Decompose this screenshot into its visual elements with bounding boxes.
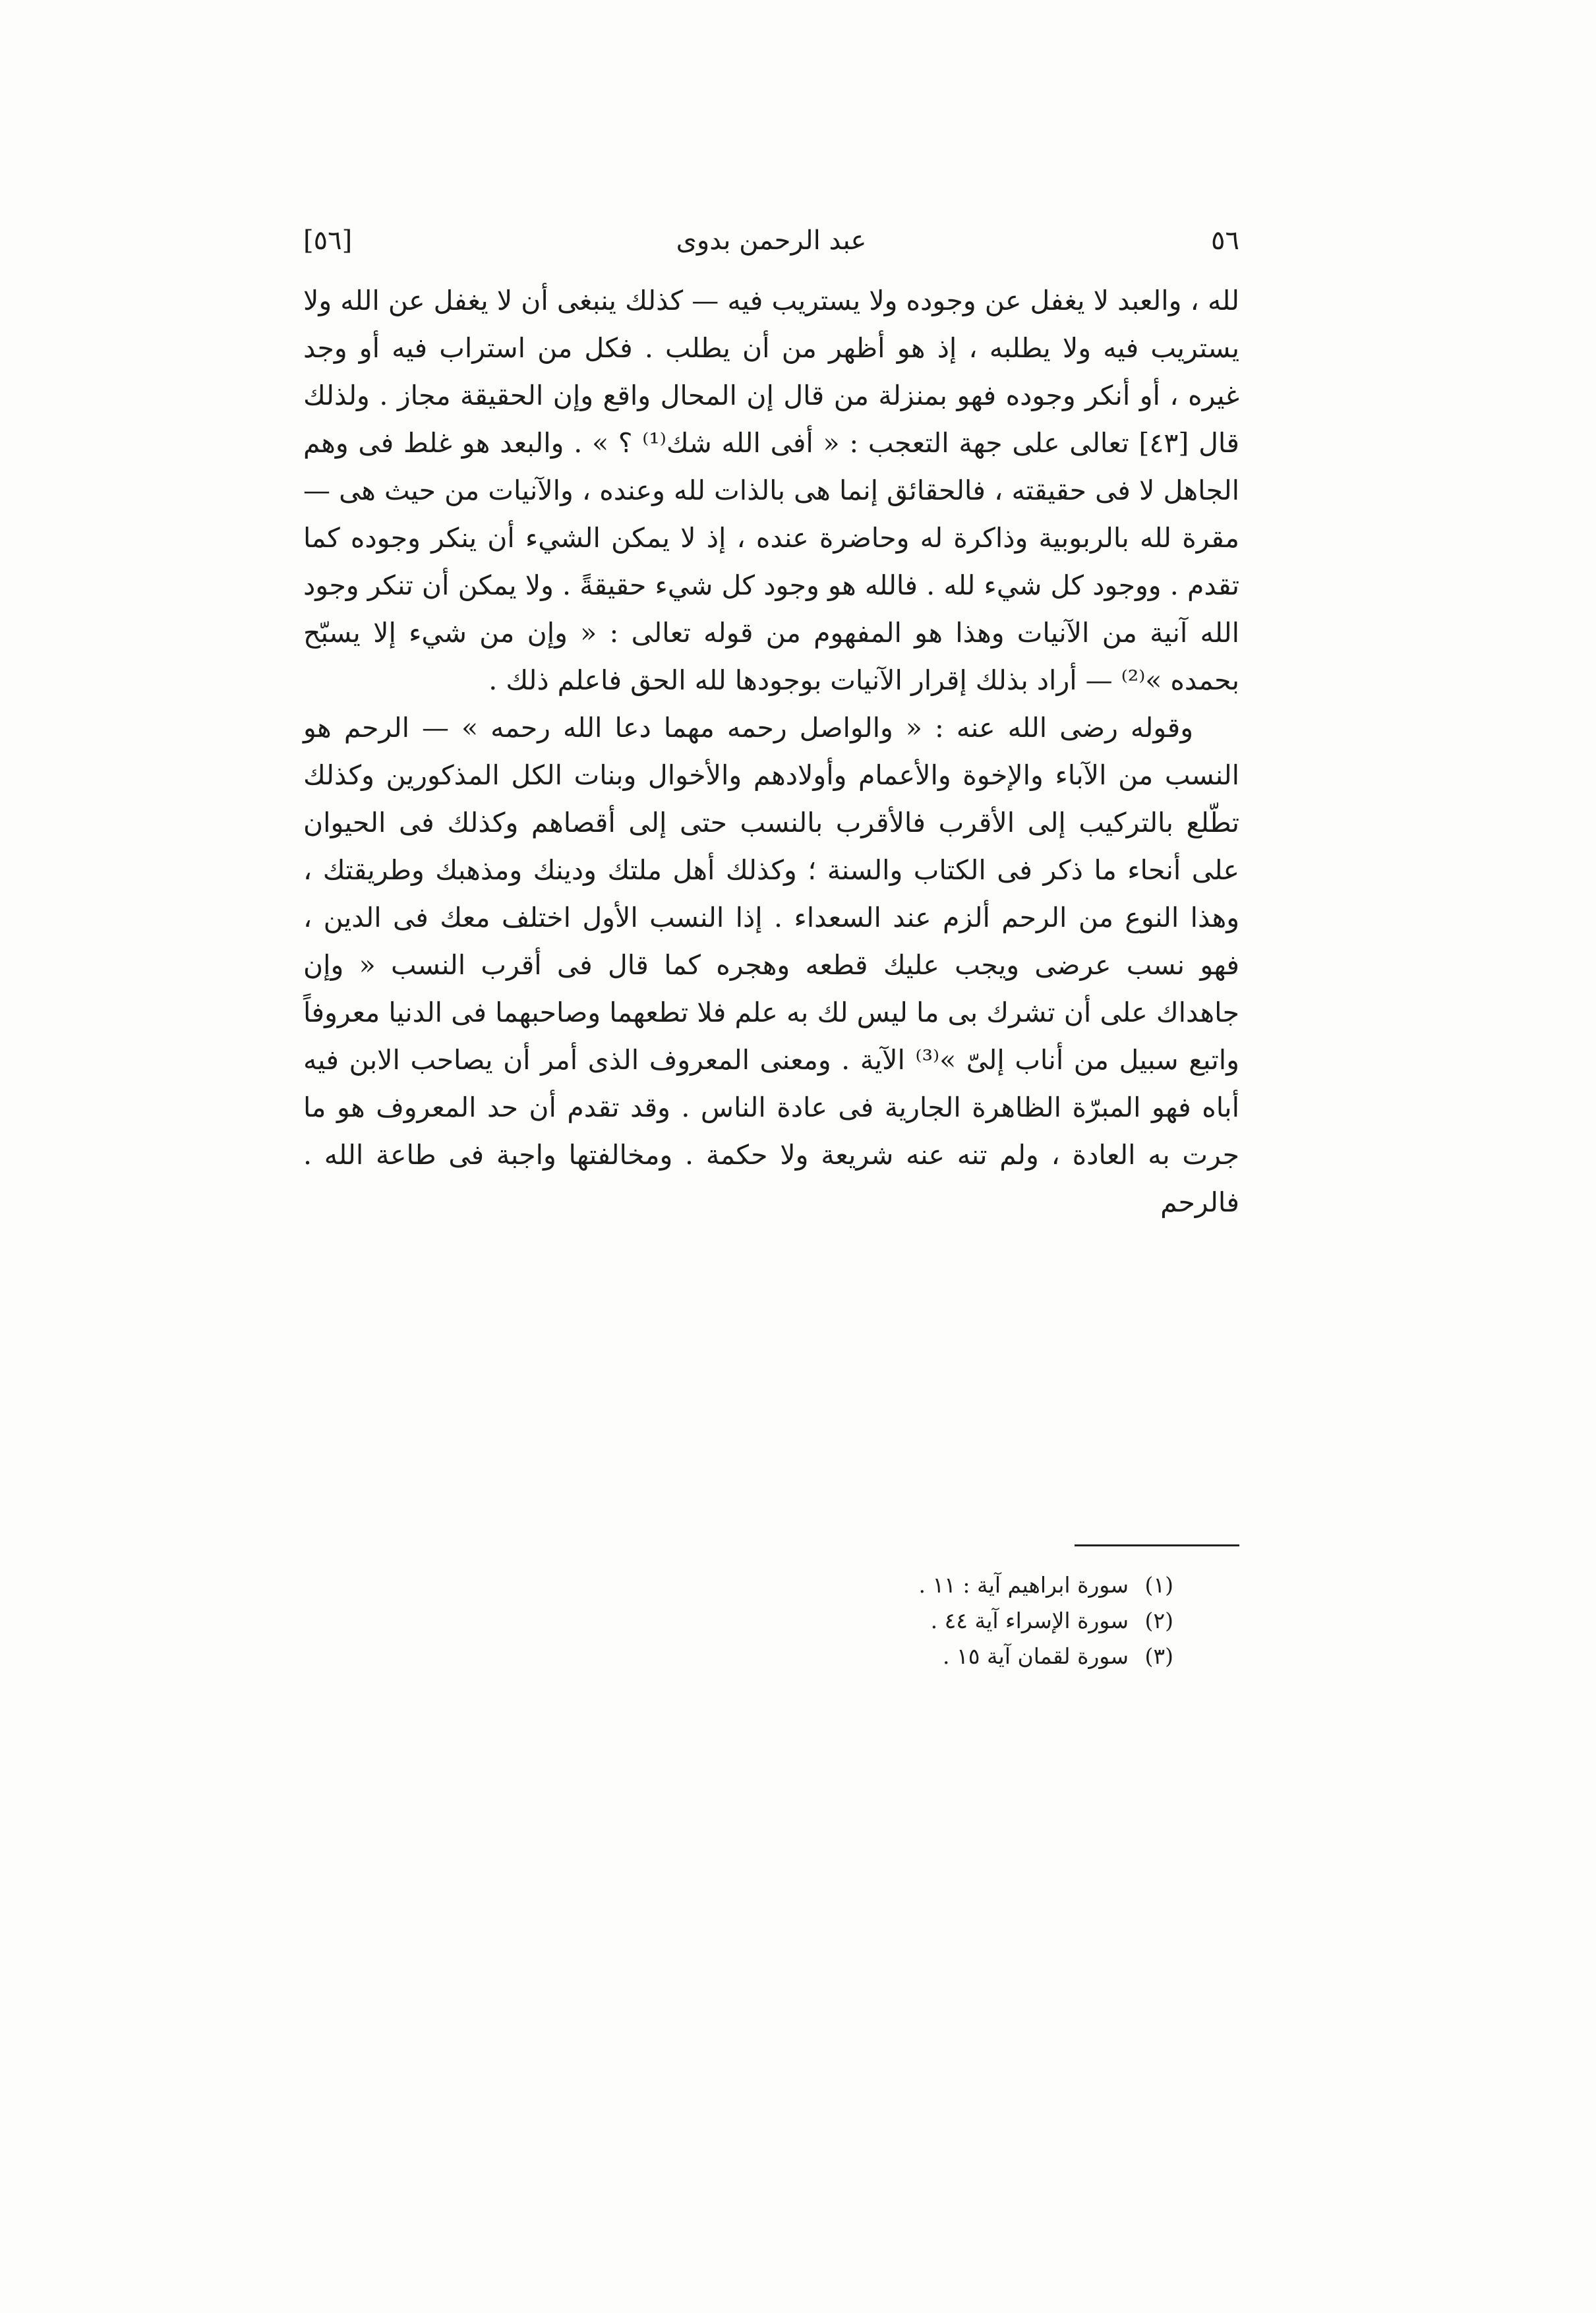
paragraph-2: وقوله رضى الله عنه : « والواصل رحمه مهما دعا الله رحمه » — الرحم هو النسب من الآباء والإخوة والأعمام وأولادهم والأخوال وبنات الكل المذكورين وكذلك تطّلع بالتركيب إلى الأقرب فالأقرب بالنسب حتى إلى أقصاهم وكذلك فى الحيوان على أنحاء ما ذكر فى الكتاب والسنة ؛ وكذلك أهل ملتك ودينك ومذهبك وطريقتك ، وهذا النوع من الرحم ألزم عند السعداء . إذا النسب الأول اختلف معك فى الدين ، فهو نسب عرضى ويجب عليك قطعه وهجره كما قال فى أقرب النسب « وإن جاهداك على أن تشرك بى ما ليس لك به علم فلا تطعهما وصاحبهما فى الدنيا معروفاً واتبع سبيل من أناب إلىّ »⁽³⁾ الآية . ومعنى المعروف الذى أمر أن يصاحب الابن فيه أباه فهو المبرّة الظاهرة الجارية فى عادة الناس . وقد تقدم أن حد المعروف هو ما جرت به العادة ، ولم تنه عنه شريعة ولا حكمة . ومخالفتها واجبة فى طاعة الله . فالرحم [303,712,1239,1218]
footnote-number: (٢) [1144,1608,1173,1633]
footnote-2 [303,1603,1173,1639]
footnote-1 [303,1567,1173,1603]
footnote-text: سورة لقمان آية ١٥ . [943,1643,1129,1669]
footnote-text: سورة ابراهيم آية : ١١ . [918,1572,1129,1598]
footnote-3 [303,1639,1173,1674]
footnote-text: سورة الإسراء آية ٤٤ . [930,1608,1129,1633]
page-number: ٥٦ [1211,225,1239,256]
footnote-number: (١) [1144,1572,1173,1598]
footnote-number: (٣) [1144,1643,1173,1669]
main-text [303,277,1239,1226]
paragraph-1: لله ، والعبد لا يغفل عن وجوده ولا يستريب فيه — كذلك ينبغى أن لا يغفل عن الله ولا يستريب فيه ولا يطلبه ، إذ هو أظهر من أن يطلب . فكل من استراب فيه أو وجد غيره ، أو أنكر وجوده فهو بمنزلة من قال إن المحال واقع وإن الحقيقة مجاز . ولذلك قال [٤٣] تعالى على جهة التعجب : « أفى الله شك⁽¹⁾ ؟ » . والبعد هو غلط فى وهم الجاهل لا فى حقيقته ، فالحقائق إنما هى بالذات لله وعنده ، والآنيات من حيث هى — مقرة لله بالربوبية وذاكرة له وحاضرة عنده ، إذ لا يمكن الشيء أن ينكر وجوده كما تقدم . ووجود كل شيء لله . فالله هو وجود كل شيء حقيقةً . ولا يمكن أن تنكر وجود الله آنية من الآنيات وهذا هو المفهوم من قوله تعالى : « وإن من شيء إلا يسبّح بحمده »⁽²⁾ — أراد بذلك إقرار الآنيات بوجودها لله الحق فاعلم ذلك . [303,285,1239,696]
original-page-marker: [٥٦] [303,225,353,256]
page-header [303,218,1239,264]
footnotes [303,1567,1173,1674]
running-title: عبد الرحمن بدوى [676,225,867,256]
footnote-separator [1075,1544,1239,1546]
